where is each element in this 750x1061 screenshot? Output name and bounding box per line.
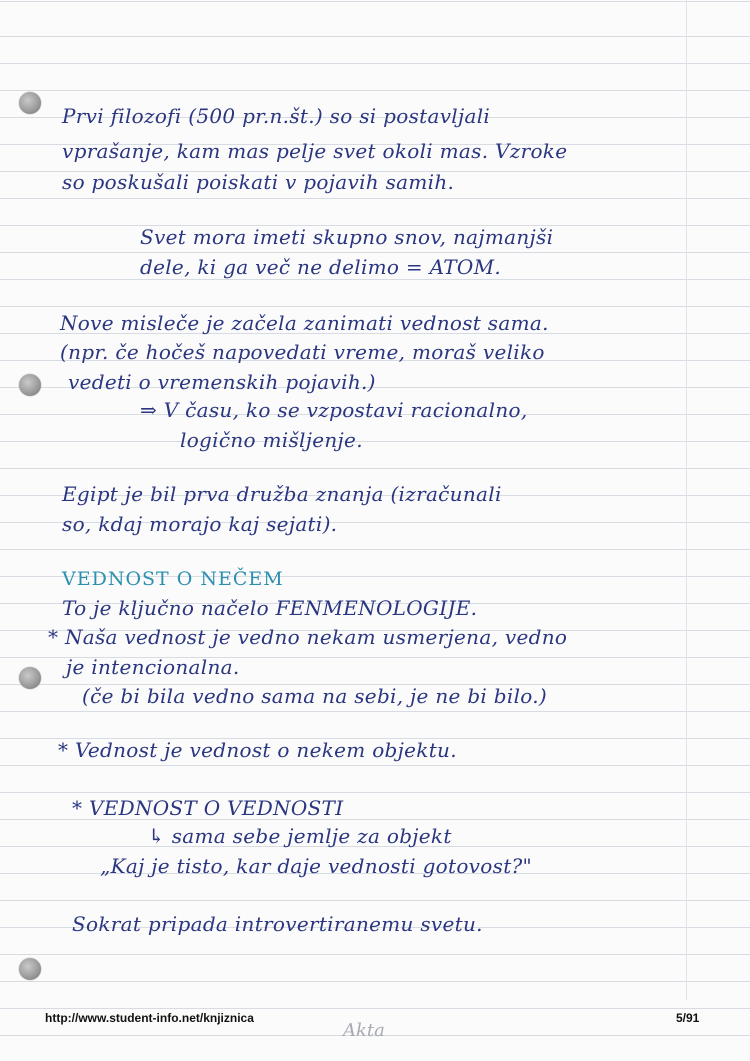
note-line: Prvi filozofi (500 pr.n.št.) so si postavljali bbox=[62, 104, 491, 128]
note-line: so poskušali poiskati v pojavih samih. bbox=[62, 170, 455, 194]
note-line: ⇒ V času, ko se vzpostavi racionalno, bbox=[140, 398, 528, 422]
note-line: so, kdaj morajo kaj sejati). bbox=[62, 512, 338, 536]
note-line: Nove misleče je začela zanimati vednost sama. bbox=[60, 311, 549, 335]
note-line: Egipt je bil prva družba znanja (izračunali bbox=[62, 482, 502, 506]
source-link[interactable]: http://www.student-info.net/knjiznica bbox=[45, 1011, 254, 1025]
margin-line bbox=[686, 0, 687, 1000]
note-line: logično mišljenje. bbox=[180, 428, 363, 452]
note-line: * VEDNOST O VEDNOSTI bbox=[72, 796, 344, 820]
note-line: „Kaj je tisto, kar daje vednosti gotovost?" bbox=[100, 854, 533, 878]
note-line: * Naša vednost je vedno nekam usmerjena, vedno bbox=[48, 625, 568, 649]
note-line: dele, ki ga več ne delimo = ATOM. bbox=[140, 255, 502, 279]
note-line: je intencionalna. bbox=[66, 655, 240, 679]
note-line: * Vednost je vednost o nekem objektu. bbox=[58, 738, 457, 762]
note-line: Svet mora imeti skupno snov, najmanjši bbox=[140, 225, 554, 249]
note-line: Sokrat pripada introvertiranemu svetu. bbox=[72, 912, 483, 936]
punch-hole bbox=[19, 92, 41, 114]
punch-hole bbox=[19, 374, 41, 396]
punch-hole bbox=[19, 667, 41, 689]
page-number: 5/91 bbox=[676, 1011, 700, 1025]
punch-hole bbox=[19, 958, 41, 980]
brand-logo: Akta bbox=[343, 1020, 385, 1041]
note-line: (če bi bila vedno sama na sebi, je ne bi bilo.) bbox=[82, 684, 548, 708]
note-line: vedeti o vremenskih pojavih.) bbox=[68, 370, 376, 394]
section-heading: VEDNOST O NEČEM bbox=[62, 568, 284, 590]
note-line: (npr. če hočeš napovedati vreme, moraš veliko bbox=[60, 340, 545, 364]
note-line: To je ključno načelo FENMENOLOGIJE. bbox=[62, 596, 478, 620]
note-line: vprašanje, kam mas pelje svet okoli mas. Vzroke bbox=[62, 139, 568, 163]
note-line: ↳ sama sebe jemlje za objekt bbox=[148, 824, 452, 848]
